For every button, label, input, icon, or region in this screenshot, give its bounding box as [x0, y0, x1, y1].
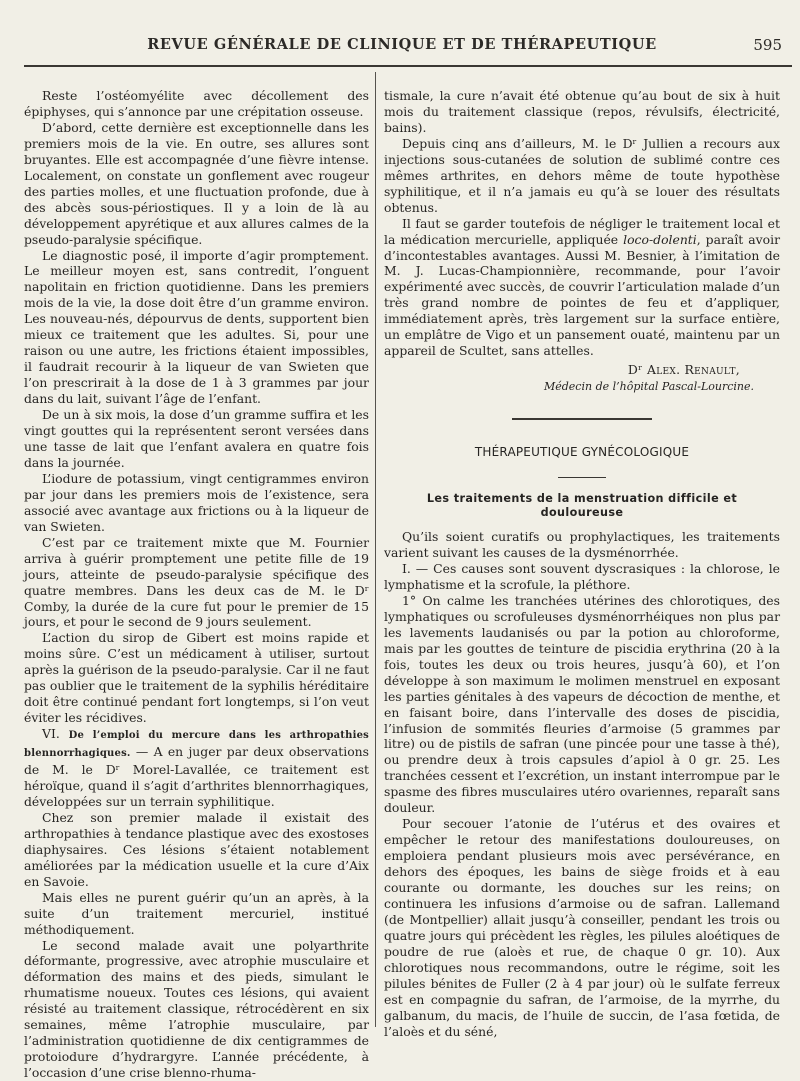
column-divider	[375, 72, 376, 1027]
paragraph: Mais elles ne purent guérir qu’un an après, à la suite d’un traitement mercuriel, institué méthodiquement.	[24, 889, 369, 937]
right-column	[384, 88, 780, 1040]
paragraph: De un à six mois, la dose d’un gramme suffira et les vingt gouttes qui la représentent seront versées dans une tasse de lait que l’enfant avalera en quatre fois dans la journée.	[24, 407, 369, 470]
paragraph: Chez son premier malade il existait des arthropathies à tendance plastique avec des exostoses diaphysaires. Ces lésions s’étaient notablement améliorées par la médication usuelle et la cure d’Aix en Savoie.	[24, 809, 369, 889]
paragraph-section-vi	[24, 726, 369, 810]
paragraph: L’action du sirop de Gibert est moins rapide et moins sûre. C’est un médicament à utiliser, surtout après la guérison de la pseudo-paralysie. Car il ne faut pas oublier que le traitement de la syphilis héréditaire doit être continué pendant fort longtemps, si l’on veut éviter les récidives.	[24, 630, 369, 726]
paragraph: D’abord, cette dernière est exceptionnelle dans les premiers mois de la vie. En outre, ses allures sont bruyantes. Elle est accompagnée d’une fièvre intense. Localement, on constate un gonflement avec rougeur des parties molles, et une fluctuation profonde, due à des abcès sous-périostiques. Il y a loin de là au développement apyrétique et aux allures calmes de la pseudo-paralysie spécifique.	[24, 119, 369, 247]
paragraph: C’est par ce traitement mixte que M. Fournier arriva à guérir promptement une petite fille de 19 jours, atteinte de pseudo-paralysie spécifique des quatre membres. Dans les deux cas de M. le Dʳ Comby, la durée de la cure fut pour le premier de 15 jours, et pour le second de 9 jours seulement.	[24, 534, 369, 630]
author-affiliation: Médecin de l’hôpital Pascal-Lourcine.	[543, 380, 754, 394]
section-number: VI.	[42, 726, 60, 742]
running-head	[22, 36, 782, 58]
paragraph-text: — A en juger par deux observations de M. le Dʳ Morel-Lavallée, ce traitement est héroïque, quand il s’agit d’arthrites blennorrhagiques, développées sur un terrain syphilitique.	[24, 744, 369, 809]
italic-term: loco-dolenti	[623, 231, 697, 247]
run-in-heading: De l’emploi du mercure dans les arthropathies blennorrhagiques.	[24, 730, 369, 760]
paragraph: Le second malade avait une polyarthrite déformante, progressive, avec atrophie musculaire et déformation des mains et des pieds, simulant le rhumatisme noueux. Toutes ces lésions, qui avaient résisté au traitement classique, rétrocédèrent en six semaines, même l’atrophie musculaire, par l’administration quotidienne de dix centigrammes de protoiodure d’hydrargyre. L’année précédente, à l’occasion d’une crise blenno-rhuma-	[24, 937, 369, 1081]
article-title: Les traitements de la menstruation difficile et douloureuse	[426, 492, 738, 519]
paragraph: I. — Ces causes sont souvent dyscrasiques : la chlorose, le lymphatisme et la scrofule, la pléthore.	[384, 560, 780, 592]
paragraph-text: Il faut se garder toutefois de négliger le traitement local et la médication mercurielle, appliquée	[384, 215, 780, 247]
paragraph: Reste l’ostéomyélite avec décollement des épiphyses, qui s’annonce par une crépitation osseuse.	[24, 88, 369, 119]
page-number: 595	[753, 36, 782, 54]
author-signature: Dʳ Alex. Renault,	[627, 362, 740, 378]
paragraph: Pour secouer l’atonie de l’utérus et des ovaires et empêcher le retour des manifestations douloureuses, on emploiera pendant plusieurs mois avec persévérance, en dehors des époques, les bains de siège froids et à eau courante ou dormante, les douches sur les reins; on continuera les infusions d’armoise ou de safran. Lallemand (de Montpellier) allait jusqu’à conseiller, pendant les trois ou quatre jours qui précèdent les règles, les pilules aloétiques de poudre de rue (aloès et rue, de chaque 0 gr. 10). Aux chlorotiques nous recommandons, outre le régime, soit les pilules bénites de Fuller (2 à 4 par jour) où le sulfate ferreux est en compagnie du safran, de l’armoise, de la myrrhe, du galbanum, du macis, de l’huile de succin, de l’asa fœtida, de l’aloès et du séné,	[384, 816, 780, 1039]
paragraph-continued: tismale, la cure n’avait été obtenue qu’au bout de six à huit mois du traitement classique (repos, révulsifs, électricité, bains).	[384, 88, 780, 135]
paragraph: L’iodure de potassium, vingt centigrammes environ par jour dans les premiers mois de l’existence, sera associé avec avantage aux frictions ou à la liqueur de van Swieten.	[24, 470, 369, 534]
paragraph: Depuis cinq ans d’ailleurs, M. le Dʳ Jullien a recours aux injections sous-cutanées de solution de sublimé contre ces mêmes arthrites, en dehors même de toute hypothèse syphilitique, et il n’a jamais eu qu’à se louer des résultats obtenus.	[384, 135, 780, 215]
paragraph-text: , paraît avoir d’incontestables avantages. Aussi M. Besnier, à l’imitation de M. J. Lucas-Championnière, recommande, pour l’avoir expérimenté avec succès, de couvrir l’articulation malade d’un très grand nombre de pointes de feu et d’appliquer, immédiatement après, très largement sur la surface entière, un emplâtre de Vigo et un pansement ouaté, maintenu par un appareil de Scultet, sans attelles.	[384, 231, 780, 359]
section-heading: THÉRAPEUTIQUE GYNÉCOLOGIQUE	[474, 445, 690, 460]
header-rule	[24, 65, 792, 67]
left-column	[24, 88, 369, 1081]
paragraph	[384, 216, 780, 360]
running-title: REVUE GÉNÉRALE DE CLINIQUE ET DE THÉRAPEUTIQUE	[147, 36, 657, 53]
paragraph: 1° On calme les tranchées utérines des chlorotiques, des lymphatiques ou scrofuleuses dysménorrhéiques non plus par les lavements laudanisés ou par la potion au chloroforme, mais par les gouttes de teinture de piscidia erythrina (20 à la fois, toutes les deux ou trois heures, jusqu’à 60), et l’on développe à son maximum le molimen menstruel en exposant les parties génitales à des vapeurs de décoction de menthe, et en faisant boire, dans l’intervalle des doses de piscidia, l’infusion de sommités fleuries d’armoise (5 grammes par litre) ou de pistils de safran (une pincée pour une tasse à thé), ou prendre deux à trois capsules d’apiol à 0 gr. 25. Les tranchées cessent et l’excrétion, un instant interrompue par le spasme des fibres musculaires utéro ovariennes, reparaît sans douleur.	[384, 592, 780, 816]
section-separator	[512, 418, 652, 420]
paragraph: Qu’ils soient curatifs ou prophylactiques, les traitements varient suivant les causes de la dysménorrhée.	[384, 529, 780, 561]
paragraph: Le diagnostic posé, il importe d’agir promptement. Le meilleur moyen est, sans contredit, l’onguent napolitain en friction quotidienne. Dans les premiers mois de la vie, la dose doit être d’un gramme environ. Les nouveau-nés, dépourvus de dents, supportent bien mieux ce traitement que les adultes. Si, pour une raison ou une autre, les frictions étaient impossibles, il faudrait recourir à la liqueur de van Swieten que l’on prescrirait à la dose de 1 à 3 grammes par jour dans du lait, suivant l’âge de l’enfant.	[24, 247, 369, 407]
heading-rule	[558, 477, 606, 478]
